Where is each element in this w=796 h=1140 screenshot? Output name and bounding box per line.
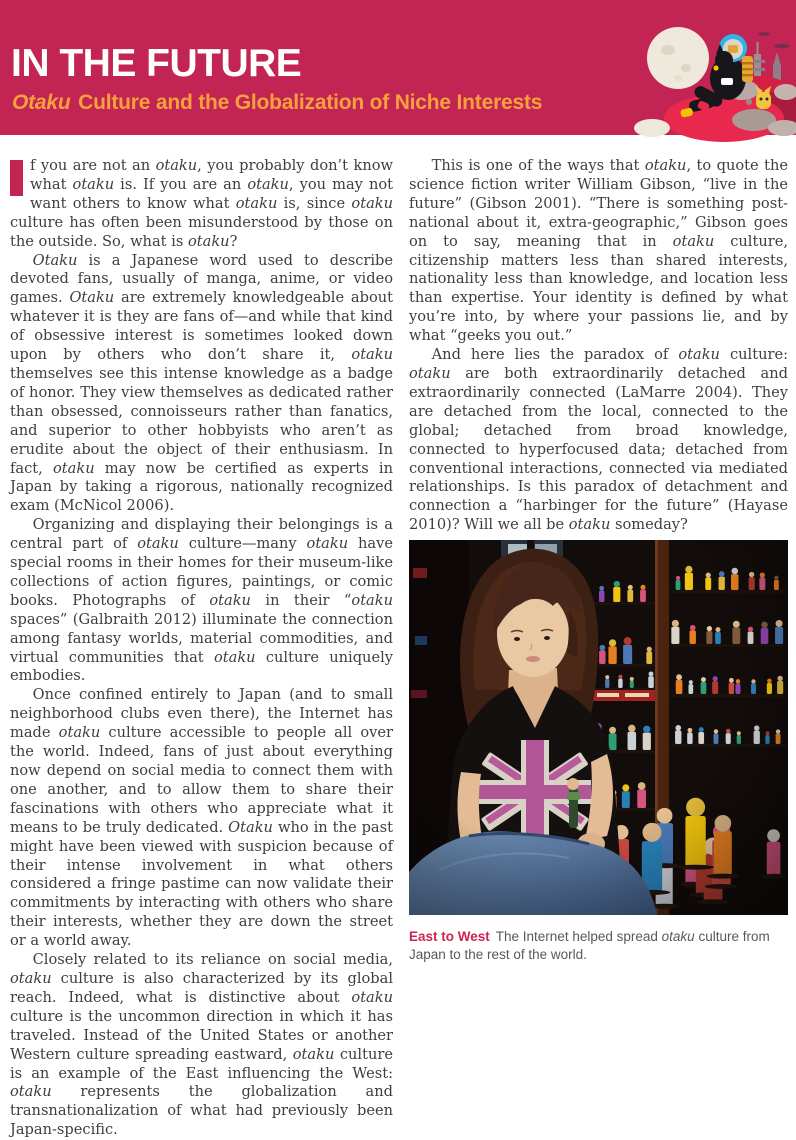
- caption-text: The Internet helped spread otaku culture from Japan to the rest of the world.: [409, 929, 770, 962]
- paragraph: This is one of the ways that otaku, to quote the science fiction writer William Gibson, “live in the future” (Gibson 2001). “There is something post-national about it, extra-geographic,” Gibson goes on to say, meaning that in otaku culture, citizenship matters less than shared interests, nationality less than knowledge, and location less than expertise. Your identity is defined by what you’re into, by where your passions lie, and by what “geeks you out.”: [409, 157, 788, 345]
- subtitle-italic-word: Otaku: [12, 91, 71, 114]
- paragraph: Organizing and displaying their belongings is a central part of otaku culture—many otaku have special rooms in their homes for their museum-like collections of action figures, paintings, or comic books. Photographs of otaku in their “otaku spaces” (Galbraith 2012) illuminate the connection among fantasy worlds, material commodities, and virtual communities that otaku culture uniquely embodies.: [10, 516, 394, 685]
- paragraph: Closely related to its reliance on social media, otaku culture is also characterized by its global reach. Indeed, what is distinctive about otaku culture is the uncommon direction in which it has traveled. Instead of the United States or another Western culture spreading eastward, otaku culture is an example of the East influencing the West: otaku represents the globalization and transnationalization of what had previously been Japan-specific.: [10, 951, 393, 1139]
- paragraph-text: f you are not an otaku, you probably don’t know what otaku is. If you are an otaku, you may not want others to know what otaku is, since otaku culture has often been misunderstood by those on the outside. So, what is otaku?: [10, 157, 394, 250]
- otaku-collection-figure: [409, 540, 788, 964]
- article-right-column: [409, 157, 788, 962]
- figure-caption: [409, 928, 788, 964]
- article-left-column: [10, 157, 393, 1140]
- paragraph-intro: [10, 157, 393, 252]
- paragraph: Otaku is a Japanese word used to describe devoted fans, usually of manga, anime, or video games. Otaku are extremely knowledgeable about whatever it is they are fans of—and while that kind of obsessive interest is sometimes looked down upon by others who don’t share it, otaku themselves see this intense knowledge as a badge of honor. They view themselves as dedicated rather than obsessed, connoisseurs rather than fanatics, and superior to other hobbyists who aren’t as erudite about the object of their enthusiasm. In fact, otaku may now be certified as experts in Japan by taking a rigorous, nationally recognized exam (McNicol 2006).: [10, 251, 394, 515]
- astronaut-cat-illustration: [636, 16, 794, 135]
- caption-lead: East to West: [409, 929, 490, 944]
- otaku-collector-photo: [409, 540, 788, 915]
- chapter-banner: [0, 0, 796, 135]
- paragraph: And here lies the paradox of otaku culture: otaku are both extraordinarily detached and extraordinarily connected (LaMarre 2004). They are detached from the local, connected to the global; detached from broad knowledge, connected to hyperfocused data; detached from conventional interactions, connected via mediated relationships. Is this paradox of detachment and connection a “harbinger for the future” (Hayase 2010)? Will we all be otaku someday?: [409, 346, 788, 534]
- drop-cap-letter: [10, 160, 23, 196]
- paragraph: Once confined entirely to Japan (and to small neighborhood clubs even there), the Internet has made otaku culture accessible to people all over the world. Indeed, fans of just about everything now depend on social media to connect them with one another, and to allow them to share their fascinations with others who appreciate what it means to be truly dedicated. Otaku who in the past might have been viewed with suspicion because of their intense involvement in what others considered a fringe pastime can now validate their commitments by interacting with others who share their interests, whether they are down the street or a world away.: [10, 686, 393, 950]
- chapter-title: IN THE FUTURE: [11, 42, 302, 85]
- subtitle-rest: Culture and the Globalization of Niche Interests: [72, 91, 543, 114]
